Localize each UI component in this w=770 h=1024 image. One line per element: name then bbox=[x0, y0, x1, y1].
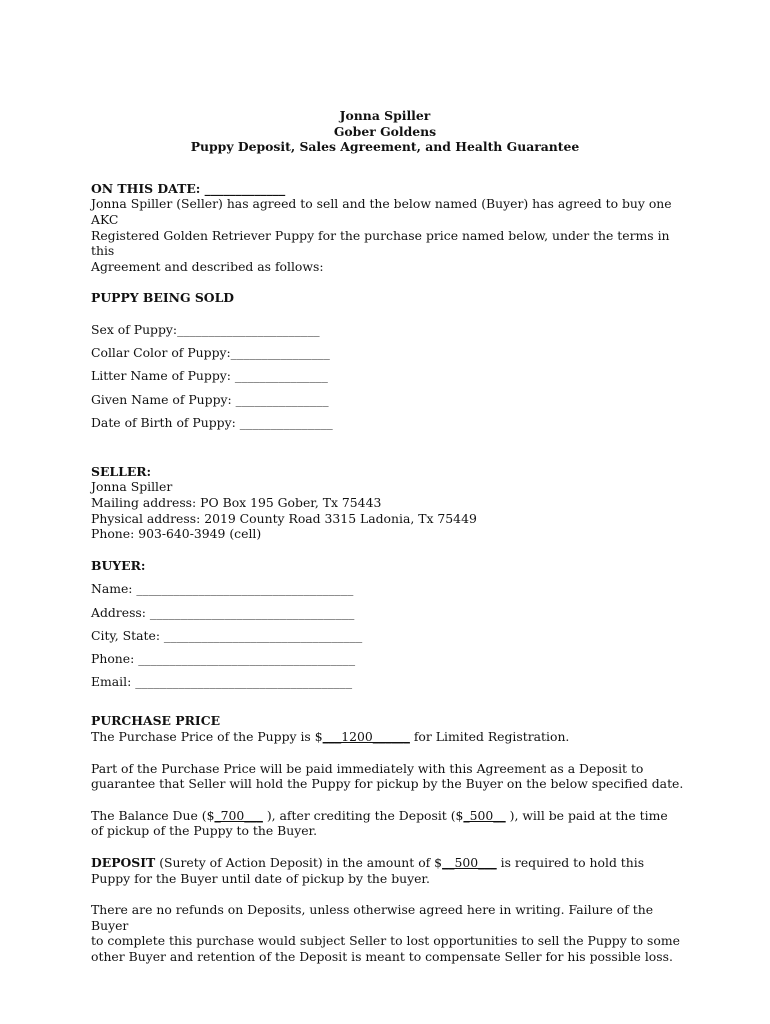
seller-section-heading: SELLER: bbox=[91, 463, 152, 479]
seller-phone: Phone: 903-640-3949 (cell) bbox=[91, 526, 262, 542]
seller-mailing-address: Mailing address: PO Box 195 Gober, Tx 75443 bbox=[91, 495, 382, 511]
balance-due-value: _700___ bbox=[214, 807, 263, 823]
deposit-amount-value: __500___ bbox=[442, 854, 497, 870]
balance-due-line: The Balance Due ($_700___ ), after crediting the Deposit ($_500__ ), will be paid at the time bbox=[91, 807, 668, 823]
puppy-section-heading: PUPPY BEING SOLD bbox=[91, 290, 235, 306]
refund-policy-line: to complete this purchase would subject Seller to lost opportunities to sell the Puppy to some bbox=[91, 933, 680, 949]
deposit-line: DEPOSIT (Surety of Action Deposit) in the amount of $__500___ is required to hold this bbox=[91, 854, 645, 870]
document-title: Puppy Deposit, Sales Agreement, and Health Guarantee bbox=[190, 139, 580, 155]
deposit-explanation-line: Part of the Purchase Price will be paid immediately with this Agreement as a Deposit to bbox=[91, 760, 644, 776]
balance-due-line-2: of pickup of the Puppy to the Buyer. bbox=[91, 823, 318, 839]
buyer-address-field: Address: _________________________________ bbox=[91, 604, 355, 620]
intro-line: Jonna Spiller (Seller) has agreed to sell and the below named (Buyer) has agreed to buy one AKC bbox=[91, 196, 672, 227]
puppy-litter-name-field: Litter Name of Puppy: _______________ bbox=[91, 368, 328, 384]
deposit-label: DEPOSIT bbox=[91, 854, 156, 870]
deposit-line-2: Puppy for the Buyer until date of pickup by the buyer. bbox=[91, 870, 430, 886]
buyer-phone-field: Phone: ___________________________________ bbox=[91, 651, 356, 666]
puppy-dob-field: Date of Birth of Puppy: _______________ bbox=[91, 414, 333, 430]
seller-name: Jonna Spiller bbox=[91, 479, 173, 495]
refund-policy-line: There are no refunds on Deposits, unless otherwise agreed here in writing. Failure of the Buyer bbox=[91, 902, 654, 933]
puppy-collar-field: Collar Color of Puppy:________________ bbox=[91, 345, 330, 361]
deposit-explanation-line: guarantee that Seller will hold the Puppy for pickup by the Buyer on the below specified date. bbox=[91, 776, 684, 792]
intro-line: Registered Golden Retriever Puppy for the purchase price named below, under the terms in this bbox=[91, 227, 670, 259]
seller-physical-address: Physical address: 2019 County Road 3315 Ladonia, Tx 75449 bbox=[91, 510, 477, 526]
purchase-price-value: ___1200______ bbox=[322, 728, 410, 744]
agreement-page bbox=[91, 108, 691, 965]
document-header bbox=[91, 108, 679, 155]
puppy-sex-field: Sex of Puppy:_______________________ bbox=[91, 321, 320, 337]
kennel-name-heading: Gober Goldens bbox=[333, 123, 437, 139]
purchase-price-line: The Purchase Price of the Puppy is $___1200______ for Limited Registration. bbox=[91, 728, 570, 744]
seller-name-heading: Jonna Spiller bbox=[339, 108, 431, 123]
buyer-city-state-field: City, State: ________________________________ bbox=[91, 627, 363, 643]
buyer-section-heading: BUYER: bbox=[91, 557, 146, 573]
intro-line: Agreement and described as follows: bbox=[91, 258, 324, 274]
buyer-name-field: Name: ___________________________________ bbox=[91, 581, 354, 597]
buyer-email-field: Email: ___________________________________ bbox=[91, 674, 353, 690]
date-line: ON THIS DATE: _____________ bbox=[91, 180, 286, 196]
balance-deposit-value: _500__ bbox=[463, 807, 506, 823]
refund-policy-line: other Buyer and retention of the Deposit is meant to compensate Seller for his possible loss. bbox=[91, 948, 673, 964]
purchase-section-heading: PURCHASE PRICE bbox=[91, 713, 221, 729]
puppy-given-name-field: Given Name of Puppy: _______________ bbox=[91, 391, 329, 407]
